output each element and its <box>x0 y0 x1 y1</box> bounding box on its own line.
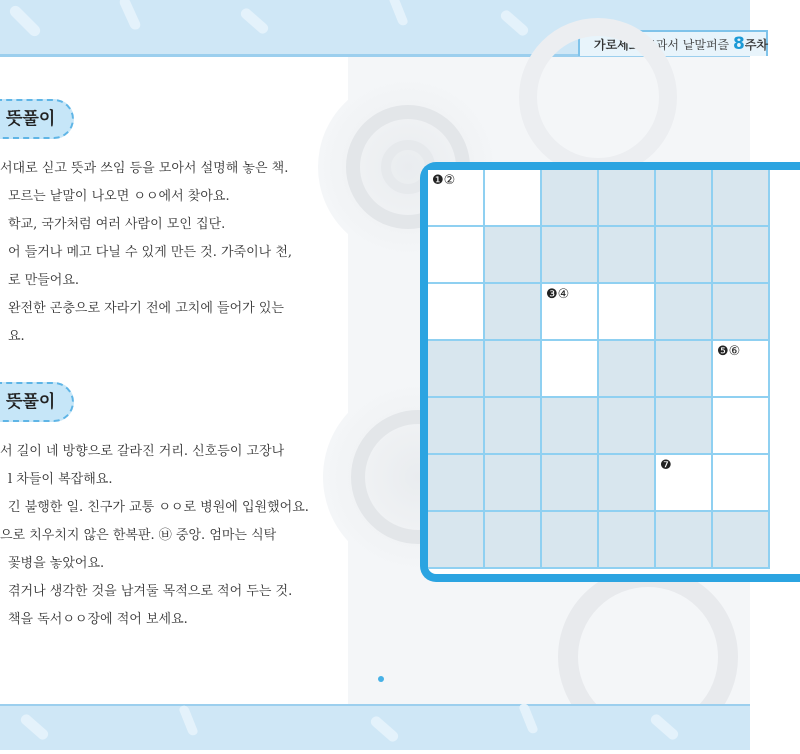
down-clue-list <box>0 438 330 634</box>
blocked-cell <box>485 455 542 512</box>
header-middle: 교과서 낱말퍼즐 <box>640 38 733 52</box>
blocked-cell <box>656 512 713 569</box>
blocked-cell <box>656 227 713 284</box>
blocked-cell <box>485 512 542 569</box>
blocked-cell <box>542 170 599 227</box>
blocked-cell <box>542 227 599 284</box>
clue-line: 으로 치우치지 않은 한복판. ㉥ 중앙. 엄마는 식탁 <box>0 528 277 543</box>
bottom-decorative-band <box>0 706 750 750</box>
clue-line: 요. <box>8 329 25 344</box>
blocked-cell <box>656 170 713 227</box>
clue-number: ❺⑥ <box>717 344 741 359</box>
blocked-cell <box>599 227 656 284</box>
clue-line: l 차들이 복잡해요. <box>8 472 113 487</box>
left-page <box>0 57 348 704</box>
clue-number: ❶② <box>432 173 456 188</box>
down-clues-title: 뜻풀이 <box>6 392 56 412</box>
week-number: 8 <box>732 34 745 54</box>
blocked-cell <box>542 455 599 512</box>
blocked-cell <box>485 227 542 284</box>
blocked-cell <box>428 455 485 512</box>
page-dot-marker <box>378 676 384 682</box>
blocked-cell <box>713 170 770 227</box>
answer-cell[interactable] <box>713 455 770 512</box>
answer-cell[interactable] <box>713 341 770 398</box>
crossword-frame <box>420 162 800 582</box>
blocked-cell <box>599 170 656 227</box>
answer-cell[interactable] <box>713 398 770 455</box>
across-clues-heading <box>0 99 74 139</box>
blocked-cell <box>599 455 656 512</box>
blocked-cell <box>542 512 599 569</box>
blocked-cell <box>428 512 485 569</box>
blocked-cell <box>485 341 542 398</box>
blocked-cell <box>599 398 656 455</box>
answer-cell[interactable] <box>485 170 542 227</box>
blocked-cell <box>428 341 485 398</box>
answer-cell[interactable] <box>656 455 713 512</box>
week-suffix: 주차 <box>744 38 768 52</box>
blocked-cell <box>656 341 713 398</box>
clue-line: 학교, 국가처럼 여러 사람이 모인 집단. <box>8 217 226 232</box>
bone-pattern-icon <box>0 706 750 750</box>
answer-cell[interactable] <box>428 170 485 227</box>
clue-line: 책을 독서ㅇㅇ장에 적어 보세요. <box>8 612 188 627</box>
blocked-cell <box>542 398 599 455</box>
across-clues-title: 뜻풀이 <box>6 109 56 129</box>
answer-cell[interactable] <box>542 284 599 341</box>
blocked-cell <box>713 227 770 284</box>
clue-line: 겪거나 생각한 것을 남겨둘 목적으로 적어 두는 것. <box>8 584 293 599</box>
header-prefix: 가로세로 <box>594 38 641 52</box>
blocked-cell <box>713 284 770 341</box>
blocked-cell <box>713 512 770 569</box>
blocked-cell <box>599 512 656 569</box>
answer-cell[interactable] <box>599 284 656 341</box>
down-clues-heading <box>0 382 74 422</box>
answer-cell[interactable] <box>428 284 485 341</box>
crossword-grid <box>428 170 770 569</box>
clue-line: 모르는 낱말이 나오면 ㅇㅇ에서 찾아요. <box>8 189 230 204</box>
clue-line: 어 들거나 메고 다닐 수 있게 만든 것. 가죽이나 천, <box>8 245 293 260</box>
answer-cell[interactable] <box>542 341 599 398</box>
blocked-cell <box>656 398 713 455</box>
blocked-cell <box>485 284 542 341</box>
clue-number: ❼ <box>660 458 672 473</box>
blocked-cell <box>428 398 485 455</box>
blocked-cell <box>599 341 656 398</box>
answer-cell[interactable] <box>428 227 485 284</box>
clue-line: 꽃병을 놓았어요. <box>8 556 105 571</box>
across-clue-list <box>0 155 330 351</box>
clue-line: 로 만들어요. <box>8 273 80 288</box>
blocked-cell <box>656 284 713 341</box>
clue-line: 서대로 싣고 뜻과 쓰임 등을 모아서 설명해 놓은 책. <box>0 161 289 176</box>
clue-line: 완전한 곤충으로 자라기 전에 고치에 들어가 있는 <box>8 301 284 316</box>
blocked-cell <box>485 398 542 455</box>
clue-line: 서 길이 네 방향으로 갈라진 거리. 신호등이 고장나 <box>0 444 285 459</box>
clue-number: ❸④ <box>546 287 570 302</box>
clue-line: 긴 불행한 일. 친구가 교통 ㅇㅇ로 병원에 입원했어요. <box>8 500 309 515</box>
